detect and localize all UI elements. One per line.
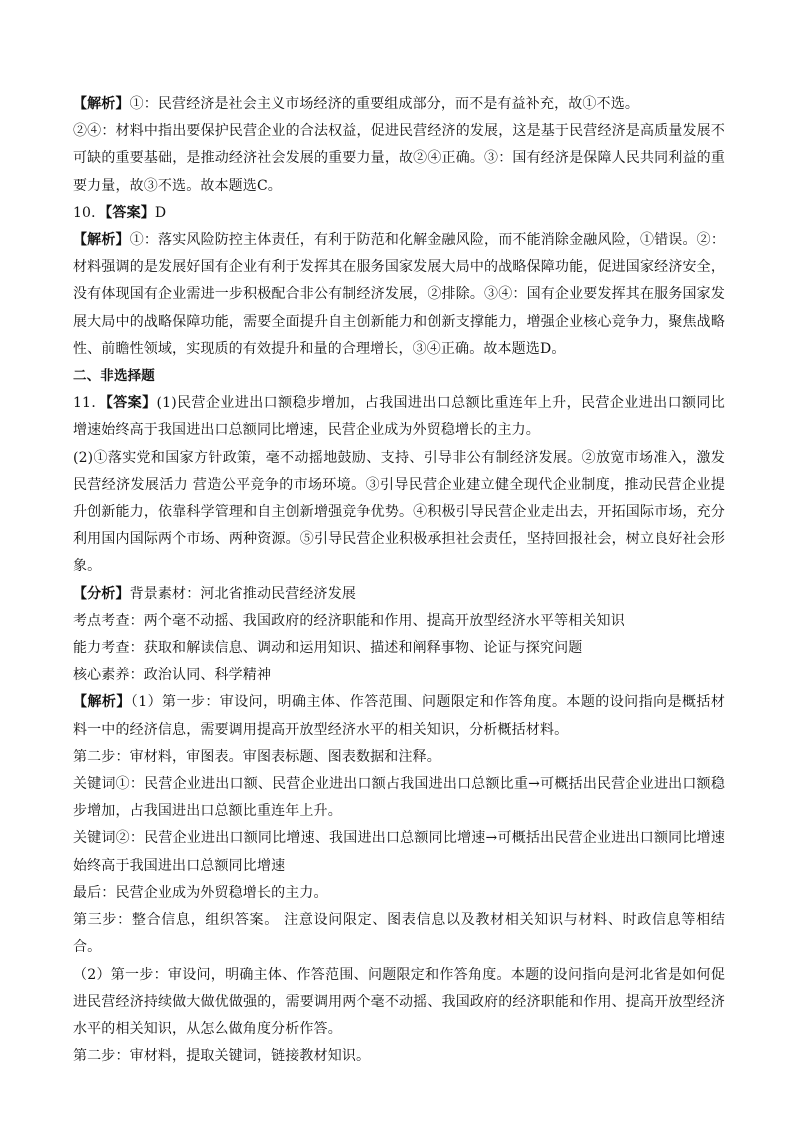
fenxi-label: 【分析】 [73, 585, 130, 602]
final-step: 最后：民营企业成为外贸稳增长的主力。 [73, 884, 328, 901]
q9-analysis-continued: ②④：材料中指出要保护民营企业的合法权益，促进民营经济的发展，这是基于民营经济是高质量发展不可缺的重要基础，是推动经济社会发展的重要力量，故②④正确。③：国有经济是保障人民共同利益的重要力量，故③不选。故本题选C。 [73, 123, 725, 194]
part2-step-one: （2）第一步：审设问，明确主体、作答范围、问题限定和作答角度。本题的设问指向是河北省是如何促进民营经济持续做大做优做强的，需要调用两个毫不动摇、我国政府的经济职能和作用、提高开放型经济水平的相关知识，从怎么做角度分析作答。 [73, 966, 725, 1037]
step-three: 第三步：整合信息，组织答案。 注意设问限定、图表信息以及教材相关知识与材料、时政信息等相结合。 [73, 912, 725, 956]
q10-analysis [73, 227, 725, 363]
answer-label: 【答案】 [105, 395, 157, 412]
analysis-label: 【解析】 [73, 232, 130, 249]
q10-answer-text: D [154, 204, 167, 221]
answer-label: 【答案】 [105, 204, 155, 221]
q11-explanation-text: （1）第一步：审设问，明确主体、作答范围、问题限定和作答角度。本题的设问指向是概括材料一中的经济信息，需要调用提高开放型经济水平的相关知识，分析概括材料。 [73, 694, 725, 738]
q9-analysis [73, 91, 725, 118]
step-two: 第二步：审材料，审图表。审图表标题、图表数据和注释。 [73, 748, 441, 765]
q11-explanation [73, 689, 725, 743]
part2-step-two: 第二步：审材料，提取关键词，链接教材知识。 [73, 1048, 371, 1065]
exam-points: 考点考查：两个毫不动摇、我国政府的经济职能和作用、提高开放型经济水平等相关知识 [73, 612, 625, 629]
q9-analysis-text: ①：民营经济是社会主义市场经济的重要组成部分，而不是有益补充，故①不选。 [129, 96, 640, 112]
question-number: 11． [73, 395, 106, 412]
analysis-label: 【解析】 [73, 694, 131, 711]
keyword-two: 关键词②：民营企业进出口额同比增速、我国进出口总额同比增速→可概括出民营企业进出口额同比增速始终高于我国进出口总额同比增速 [73, 830, 725, 874]
section-heading-non-choice: 二、非选择题 [73, 368, 155, 385]
q11-answer-text: (1)民营企业进出口额稳步增加，占我国进出口总额比重连年上升，民营企业进出口额同比增速始终高于我国进出口总额同比增速，民营企业成为外贸稳增长的主力。 [73, 395, 726, 439]
q10-analysis-text: ①：落实风险防控主体责任，有利于防范和化解金融风险，而不能消除金融风险，①错误。②：材料强调的是发展好国有企业有利于发挥其在服务国家发展大局中的战略保障功能，促进国家经济安全，没有体现国有企业需进一步积极配合非公有制经济发展，②排除。③④：国有企业要发挥其在服务国家发展大局中的战略保障功能，需要全面提升自主创新能力和创新支撑能力，增强企业核心竞争力，聚焦战略性、前瞻性领域，实现质的有效提升和量的合理增长，③④正确。故本题选D。 [73, 232, 725, 357]
analysis-label: 【解析】 [73, 96, 130, 112]
answer-content [73, 91, 725, 1070]
q11-analysis-background [73, 581, 725, 608]
core-literacy: 核心素养：政治认同、科学精神 [73, 667, 272, 684]
q11-answer [73, 390, 725, 444]
question-number: 10． [73, 204, 106, 221]
q10-answer [73, 200, 725, 227]
ability-points: 能力考查：获取和解读信息、调动和运用知识、描述和阐释事物、论证与探究问题 [73, 640, 583, 657]
keyword-one: 关键词①：民营企业进出口额、民营企业进出口额占我国进出口总额比重→可概括出民营企业进出口额稳步增加，占我国进出口总额比重连年上升。 [73, 776, 725, 820]
fenxi-text: 背景素材：河北省推动民营经济发展 [129, 585, 357, 602]
q11-answer-part2: (2)①落实党和国家方针政策，毫不动摇地鼓励、支持、引导非公有制经济发展。②放宽市场准入，激发民营经济发展活力 营造公平竞争的市场环境。③引导民营企业建立健全现代企业制度，推动民营企业提升创新能力，依靠科学管理和自主创新增强竞争优势。④积极引导民营企业走出去，开拓国际市场，充分利用国内国际两个市场、两种资源。⑤引导民营企业积极承担社会责任，坚持回报社会，树立良好社会形象。 [73, 449, 725, 575]
